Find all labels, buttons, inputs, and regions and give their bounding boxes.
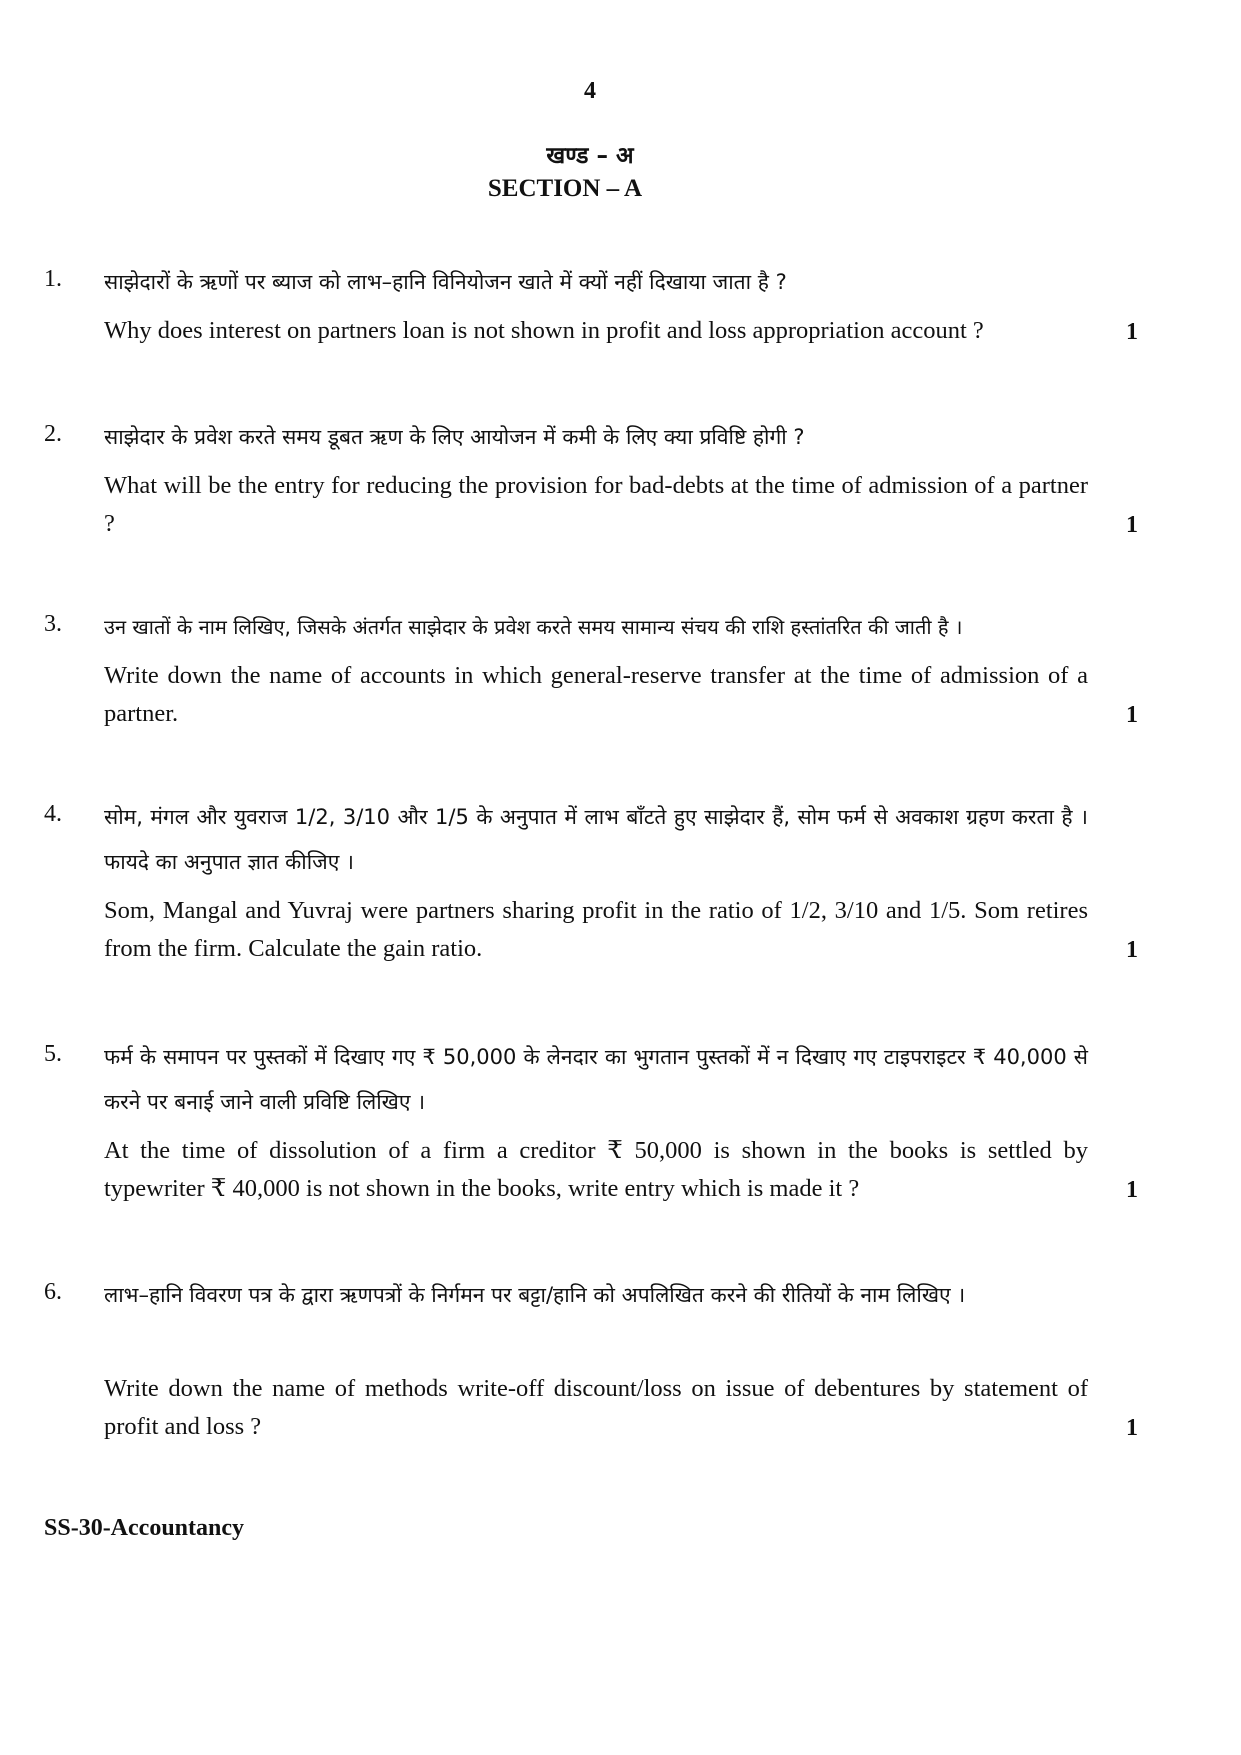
question-number: 6.	[44, 1279, 62, 1305]
question-number: 5.	[44, 1041, 62, 1067]
section-title-english: SECTION – A	[487, 175, 643, 202]
question-text-english: Why does interest on partners loan is not shown in profit and loss appropriation account ?	[104, 317, 984, 344]
question-text-english: What will be the entry for reducing the provision for bad-debts at the time of admission of a partner ?	[104, 472, 1088, 537]
question-text-hindi: लाभ–हानि विवरण पत्र के द्वारा ऋणपत्रों के निर्गमन पर बट्टा/हानि को अपलिखित करने की रीतियों के नाम लिखिए ।	[104, 1283, 966, 1307]
question-text-english: At the time of dissolution of a firm a creditor ₹ 50,000 is shown in the books is settled by typewriter ₹ 40,000 is not shown in the books, write entry which is made it ?	[104, 1137, 1088, 1202]
question-text-hindi: फर्म के समापन पर पुस्तकों में दिखाए गए ₹ 50,000 के लेनदार का भुगतान पुस्तकों में न दिखाए गए टाइपराइटर ₹ 40,000 से करने पर बनाई जाने वाली प्रविष्टि लिखिए ।	[104, 1045, 1088, 1114]
question-text-english: Write down the name of methods write-off discount/loss on issue of debentures by statement of profit and loss ?	[104, 1375, 1088, 1440]
question-text-english: Som, Mangal and Yuvraj were partners sharing profit in the ratio of 1/2, 3/10 and 1/5. Som retires from the firm. Calculate the gain ratio.	[104, 897, 1088, 962]
question-number: 2.	[44, 421, 62, 447]
question-marks: 1	[1126, 937, 1138, 963]
paper-code: SS-30-Accountancy	[44, 1515, 245, 1541]
section-title-hindi: खण्ड – अ	[546, 143, 634, 169]
question-marks: 1	[1126, 1177, 1138, 1203]
question-text-hindi: साझेदार के प्रवेश करते समय डूबत ऋण के लिए आयोजन में कमी के लिए क्या प्रविष्टि होगी ?	[104, 425, 805, 449]
question-text-hindi: साझेदारों के ऋणों पर ब्याज को लाभ–हानि विनियोजन खाते में क्यों नहीं दिखाया जाता है ?	[104, 270, 787, 294]
page-number: 4	[584, 78, 596, 104]
question-number: 3.	[44, 611, 62, 637]
question-number: 1.	[44, 266, 62, 292]
question-marks: 1	[1126, 1415, 1138, 1441]
question-text-hindi: उन खातों के नाम लिखिए, जिसके अंतर्गत साझेदार के प्रवेश करते समय सामान्य संचय की राशि हस्तांतरित की जाती है ।	[104, 615, 963, 639]
question-marks: 1	[1126, 512, 1138, 538]
question-marks: 1	[1126, 319, 1138, 345]
question-text-hindi: सोम, मंगल और युवराज 1/2, 3/10 और 1/5 के अनुपात में लाभ बाँटते हुए साझेदार हैं, सोम फर्म से अवकाश ग्रहण करता है । फायदे का अनुपात ज्ञात कीजिए ।	[104, 805, 1088, 874]
question-number: 4.	[44, 801, 62, 827]
question-text-english: Write down the name of accounts in which general-reserve transfer at the time of admission of a partner.	[104, 662, 1088, 727]
question-marks: 1	[1126, 702, 1138, 728]
